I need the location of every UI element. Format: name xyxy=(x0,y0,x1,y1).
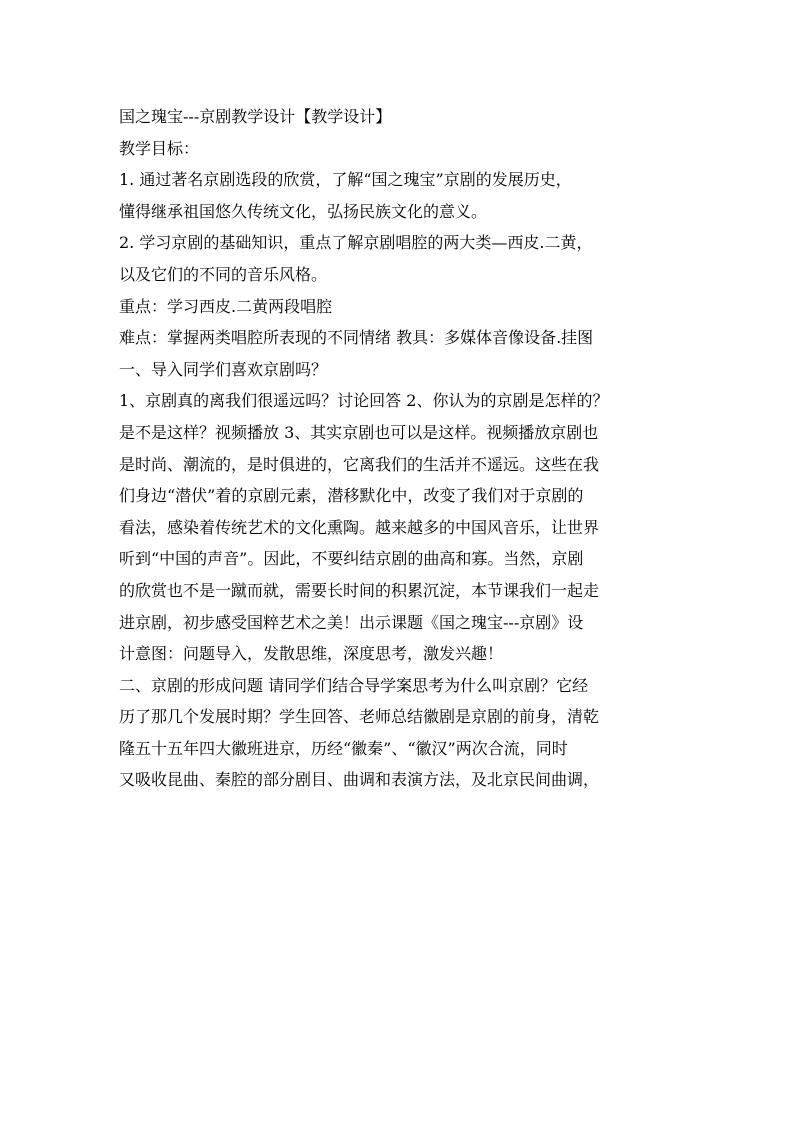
text-line: 进京剧，初步感受国粹艺术之美！出示课题《国之瑰宝---京剧》设 xyxy=(119,612,584,632)
text-line: 懂得继承祖国悠久传统文化，弘扬民族文化的意义。 xyxy=(119,201,488,221)
section-heading-intro: 一、导入同学们喜欢京剧吗？ xyxy=(119,359,328,379)
text-line: 又吸收昆曲、秦腔的部分剧目、曲调和表演方法，及北京民间曲调， xyxy=(119,770,600,790)
text-line: 是时尚、潮流的，是时俱进的，它离我们的生活并不遥远。这些在我 xyxy=(119,454,600,474)
document-body xyxy=(119,101,689,796)
text-line: 以及它们的不同的音乐风格。 xyxy=(119,264,328,284)
text-line: 看法，感染着传统艺术的文化熏陶。越来越多的中国风音乐，让世界 xyxy=(119,517,600,537)
section-heading-formation: 二、京剧的形成问题 请同学们结合导学案思考为什么叫京剧？它经 xyxy=(119,675,589,695)
document-title: 国之瑰宝---京剧教学设计【教学设计】 xyxy=(119,107,392,126)
text-line: 听到“中国的声音”。因此，不要纠结京剧的曲高和寡。当然，京剧 xyxy=(119,549,584,569)
text-line: 隆五十五年四大徽班进京，历经“徽秦”、“徽汉”两次合流，同时 xyxy=(119,738,568,758)
text-line: 1. 通过著名京剧选段的欣赏，了解“国之瑰宝”京剧的发展历史， xyxy=(119,170,572,190)
section-heading-objectives: 教学目标： xyxy=(119,138,200,158)
text-line: 1、京剧真的离我们很遥远吗？讨论回答 2、你认为的京剧是怎样的？ xyxy=(119,391,609,411)
text-line: 2. 学习京剧的基础知识，重点了解京剧唱腔的两大类—西皮.二黄， xyxy=(119,233,593,253)
text-line: 历了那几个发展时期？学生回答、老师总结徽剧是京剧的前身，清乾 xyxy=(119,707,600,727)
text-line: 的欣赏也不是一蹴而就，需要长时间的积累沉淀，本节课我们一起走 xyxy=(119,580,600,600)
difficulties-line: 难点：掌握两类唱腔所表现的不同情绪 教具：多媒体音像设备.挂图 xyxy=(119,328,594,348)
text-line: 们身边“潜伏”着的京剧元素，潜移默化中，改变了我们对于京剧的 xyxy=(119,486,584,506)
text-line: 是不是这样？视频播放 3、其实京剧也可以是这样。视频播放京剧也 xyxy=(119,422,599,442)
key-points-line: 重点：学习西皮.二黄两段唱腔 xyxy=(119,296,333,316)
text-line: 计意图：问题导入，发散思维，深度思考，激发兴趣！ xyxy=(119,644,504,664)
